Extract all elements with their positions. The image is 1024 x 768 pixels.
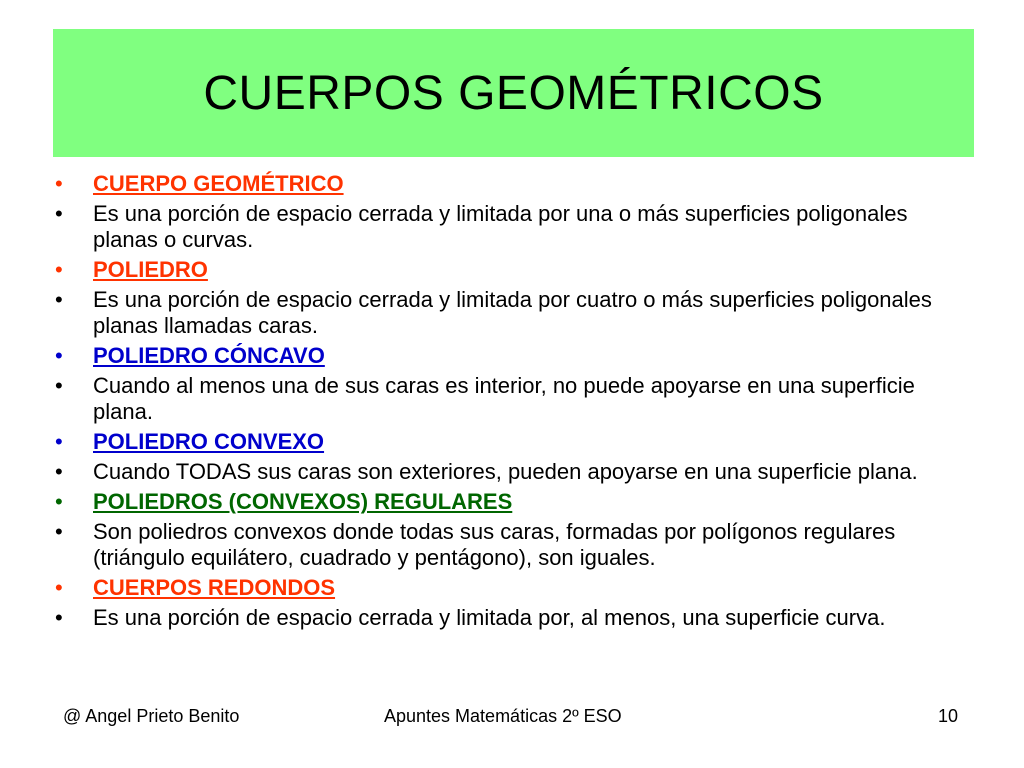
bullet-text: CUERPO GEOMÉTRICO: [93, 171, 344, 196]
bullet-dot-icon: •: [55, 373, 63, 398]
bullet-dot-icon: •: [55, 343, 63, 368]
title-banner: [53, 29, 974, 157]
bullet-text: POLIEDRO CÓNCAVO: [93, 343, 325, 368]
bullet-dot-icon: •: [55, 429, 63, 454]
bullet-dot-icon: •: [55, 171, 63, 196]
bullet-dot-icon: •: [55, 459, 63, 484]
bullet-definition: [55, 519, 955, 571]
bullet-heading: [55, 489, 955, 515]
bullet-dot-icon: •: [55, 575, 63, 600]
footer-course: Apuntes Matemáticas 2º ESO: [384, 706, 622, 726]
bullet-text: Es una porción de espacio cerrada y limitada por, al menos, una superficie curva.: [93, 605, 886, 630]
bullet-definition: [55, 287, 955, 339]
bullet-dot-icon: •: [55, 287, 63, 312]
bullet-text: Es una porción de espacio cerrada y limitada por una o más superficies poligonales planas o curvas.: [93, 201, 908, 252]
footer-author: @ Angel Prieto Benito: [63, 706, 240, 726]
bullet-heading: [55, 575, 955, 601]
bullet-dot-icon: •: [55, 489, 63, 514]
bullet-text: POLIEDRO: [93, 257, 208, 282]
bullet-heading: [55, 257, 955, 283]
bullet-heading: [55, 429, 955, 455]
bullet-list: [55, 171, 955, 635]
bullet-heading: [55, 171, 955, 197]
bullet-definition: [55, 201, 955, 253]
bullet-text: Cuando TODAS sus caras son exteriores, pueden apoyarse en una superficie plana.: [93, 459, 918, 484]
bullet-definition: [55, 373, 955, 425]
bullet-text: POLIEDROS (CONVEXOS) REGULARES: [93, 489, 513, 514]
bullet-heading: [55, 343, 955, 369]
bullet-text: CUERPOS REDONDOS: [93, 575, 336, 600]
bullet-text: Cuando al menos una de sus caras es interior, no puede apoyarse en una superficie plana.: [93, 373, 915, 424]
bullet-dot-icon: •: [55, 201, 63, 226]
bullet-text: Son poliedros convexos donde todas sus caras, formadas por polígonos regulares (triángulo equilátero, cuadrado y pentágono), son iguales.: [93, 519, 896, 570]
bullet-definition: [55, 459, 955, 485]
bullet-dot-icon: •: [55, 519, 63, 544]
footer-page-number: 10: [938, 706, 959, 726]
bullet-text: Es una porción de espacio cerrada y limitada por cuatro o más superficies poligonales planas llamadas caras.: [93, 287, 932, 338]
bullet-dot-icon: •: [55, 605, 63, 630]
bullet-dot-icon: •: [55, 257, 63, 282]
bullet-text: POLIEDRO CONVEXO: [93, 429, 325, 454]
bullet-definition: [55, 605, 955, 631]
slide-title: CUERPOS GEOMÉTRICOS: [203, 66, 824, 120]
